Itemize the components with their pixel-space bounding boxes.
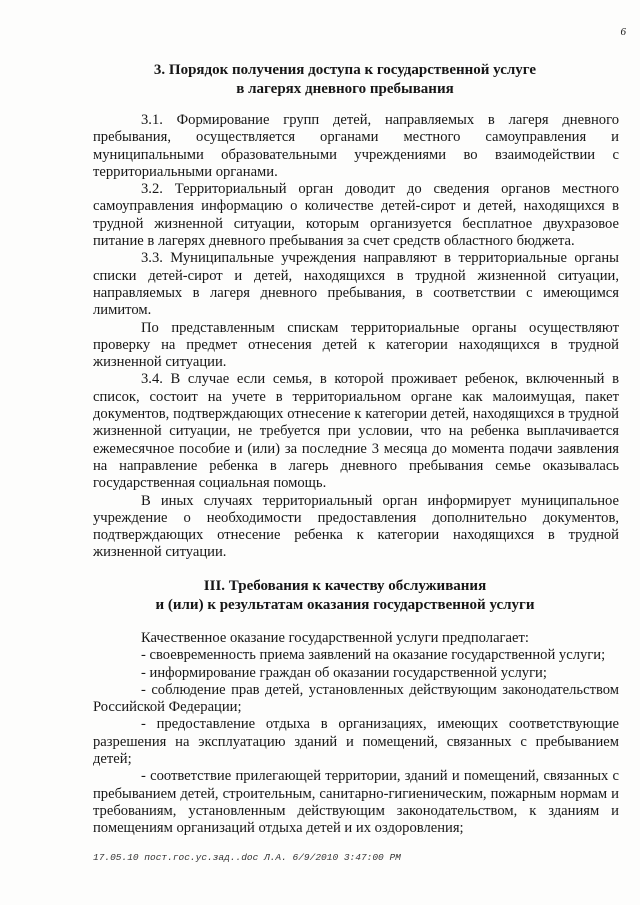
- section-iii-title-line-1: III. Требования к качеству обслуживания: [203, 578, 487, 594]
- section-3-title: [95, 61, 595, 99]
- section-iii-title-line-2: и (или) к результатам оказания государственной услуги: [155, 597, 535, 613]
- requirement-item: - предоставление отдыха в организациях, имеющих соответствующие разрешения на эксплуатацию зданий и помещений, связанных с пребыванием детей;: [93, 716, 619, 768]
- section-3-title-line-2: в лагерях дневного пребывания: [236, 81, 454, 97]
- document-footer: 17.05.10 пост.гос.ус.зад..doc Л.А. 6/9/2010 3:47:00 PM: [93, 852, 401, 863]
- paragraph-3-3-check: По представленным спискам территориальные органы осуществляют проверку на предмет отнесения детей к категории находящихся в трудной жизненной ситуации.: [93, 319, 619, 371]
- section-3-title-line-1: 3. Порядок получения доступа к государственной услуге: [153, 62, 537, 78]
- requirement-item: - информирование граждан об оказании государственной услуги;: [141, 664, 547, 681]
- requirements-intro: Качественное оказание государственной услуги предполагает:: [141, 630, 529, 646]
- requirement-item: - соответствие прилегающей территории, зданий и помещений, связанных с пребыванием детей, строительным, санитарно-гигиеническим, пожарным нормам и требованиям, установленным действующим законодательством, к зданиям и помещениям организаций отдыха детей и их оздоровления;: [93, 768, 619, 837]
- paragraph-3-3: 3.3. Муниципальные учреждения направляют в территориальные органы списки детей-сирот и детей, находящихся в трудной жизненной ситуации, направляемых в лагеря дневного пребывания, в соответствии с имеющимся лимитом.: [93, 250, 619, 319]
- section-iii-body: [93, 630, 619, 838]
- requirement-item: - соблюдение прав детей, установленных действующим законодательством Российской Федерации;: [93, 681, 619, 716]
- paragraph-3-4-other: В иных случаях территориальный орган информирует муниципальное учреждение о необходимости предоставления дополнительно документов, подтверждающих отнесение ребенка к категории находящихся в трудной жизненной ситуации.: [93, 492, 619, 561]
- section-iii-title: [95, 577, 595, 615]
- paragraph-3-1: 3.1. Формирование групп детей, направляемых в лагеря дневного пребывания, осуществляется органами местного самоуправления и муниципальными образовательными учреждениями во взаимодействии с территориальными органами.: [93, 112, 619, 180]
- paragraph-3-2: 3.2. Территориальный орган доводит до сведения органов местного самоуправления информацию о количестве детей-сирот и детей, находящихся в трудной жизненной ситуации, которым организуется бесплатное двухразовое питание в лагерях дневного пребывания за счет средств областного бюджета.: [93, 181, 619, 250]
- paragraph-3-4: 3.4. В случае если семья, в которой проживает ребенок, включенный в список, состоит на учете в территориальном органе как малоимущая, пакет документов, подтверждающих отнесение к категории детей, находящихся в трудной жизненной ситуации, не требуется при условии, что на ребенка выплачивается ежемесячное пособие и (или) за последние 3 месяца до момента подачи заявления на направление ребенка в лагерь дневного пребывания семье оказывалась государственная социальная помощь.: [93, 371, 619, 492]
- page-number: 6: [620, 26, 626, 38]
- requirement-item: - своевременность приема заявлений на оказание государственной услуги;: [141, 647, 606, 664]
- section-3-body: [93, 112, 619, 562]
